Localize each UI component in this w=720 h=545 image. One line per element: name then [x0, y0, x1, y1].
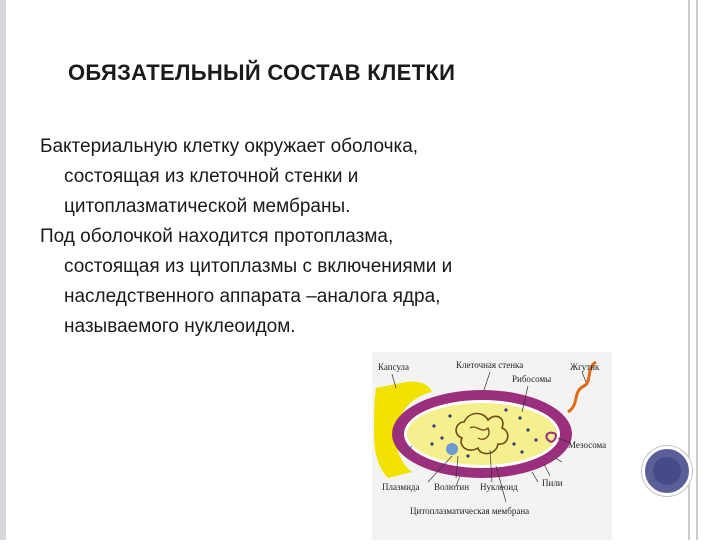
label-volutin: Волютин: [434, 482, 470, 492]
label-cytoplasmic-membrane: Цитоплазматическая мембрана: [410, 506, 530, 516]
label-flagellum: Жгутик: [570, 362, 600, 372]
label-pili: Пили: [542, 478, 563, 488]
plasmid-shape: [446, 443, 458, 455]
paragraph-2-line-3: наследственного аппарата –аналога ядра,: [64, 286, 441, 307]
paragraph-1-line-1: Бактериальную клетку окружает оболочка,: [40, 136, 419, 157]
bacterial-cell-diagram: [372, 352, 612, 540]
paragraph-1-line-2: состоящая из клеточной стенки и: [64, 166, 359, 187]
bacterial-cell-svg: [372, 352, 612, 540]
rail-circle-inner: [653, 457, 681, 485]
paragraph-2-line-2: состоящая из цитоплазмы с включениями и: [64, 256, 453, 277]
paragraph-2: [40, 222, 600, 342]
label-nucleoid: Нуклеоид: [480, 482, 518, 492]
paragraph-1-line-3: цитоплазматической мембраны.: [64, 196, 351, 217]
label-mesosome: Мезосома: [568, 440, 607, 450]
paragraph-2-line-1: Под оболочкой находится протоплазма,: [40, 226, 394, 247]
right-rail-line-2: [696, 0, 698, 540]
label-ribosomes: Рибосомы: [512, 374, 552, 384]
paragraph-2-line-4: называемого нуклеоидом.: [64, 316, 296, 337]
slide-body: [40, 132, 600, 342]
left-decorative-bar: [0, 0, 6, 540]
slide-title: ОБЯЗАТЕЛЬНЫЙ СОСТАВ КЛЕТКИ: [68, 60, 456, 85]
rail-circle-ornament: [642, 446, 692, 496]
label-cell-wall: Клеточная стенка: [456, 360, 524, 370]
cytoplasm-shape: [407, 403, 557, 465]
label-capsule: Капсула: [378, 362, 410, 372]
label-plasmid: Плазмида: [382, 482, 420, 492]
paragraph-1: [40, 132, 600, 222]
